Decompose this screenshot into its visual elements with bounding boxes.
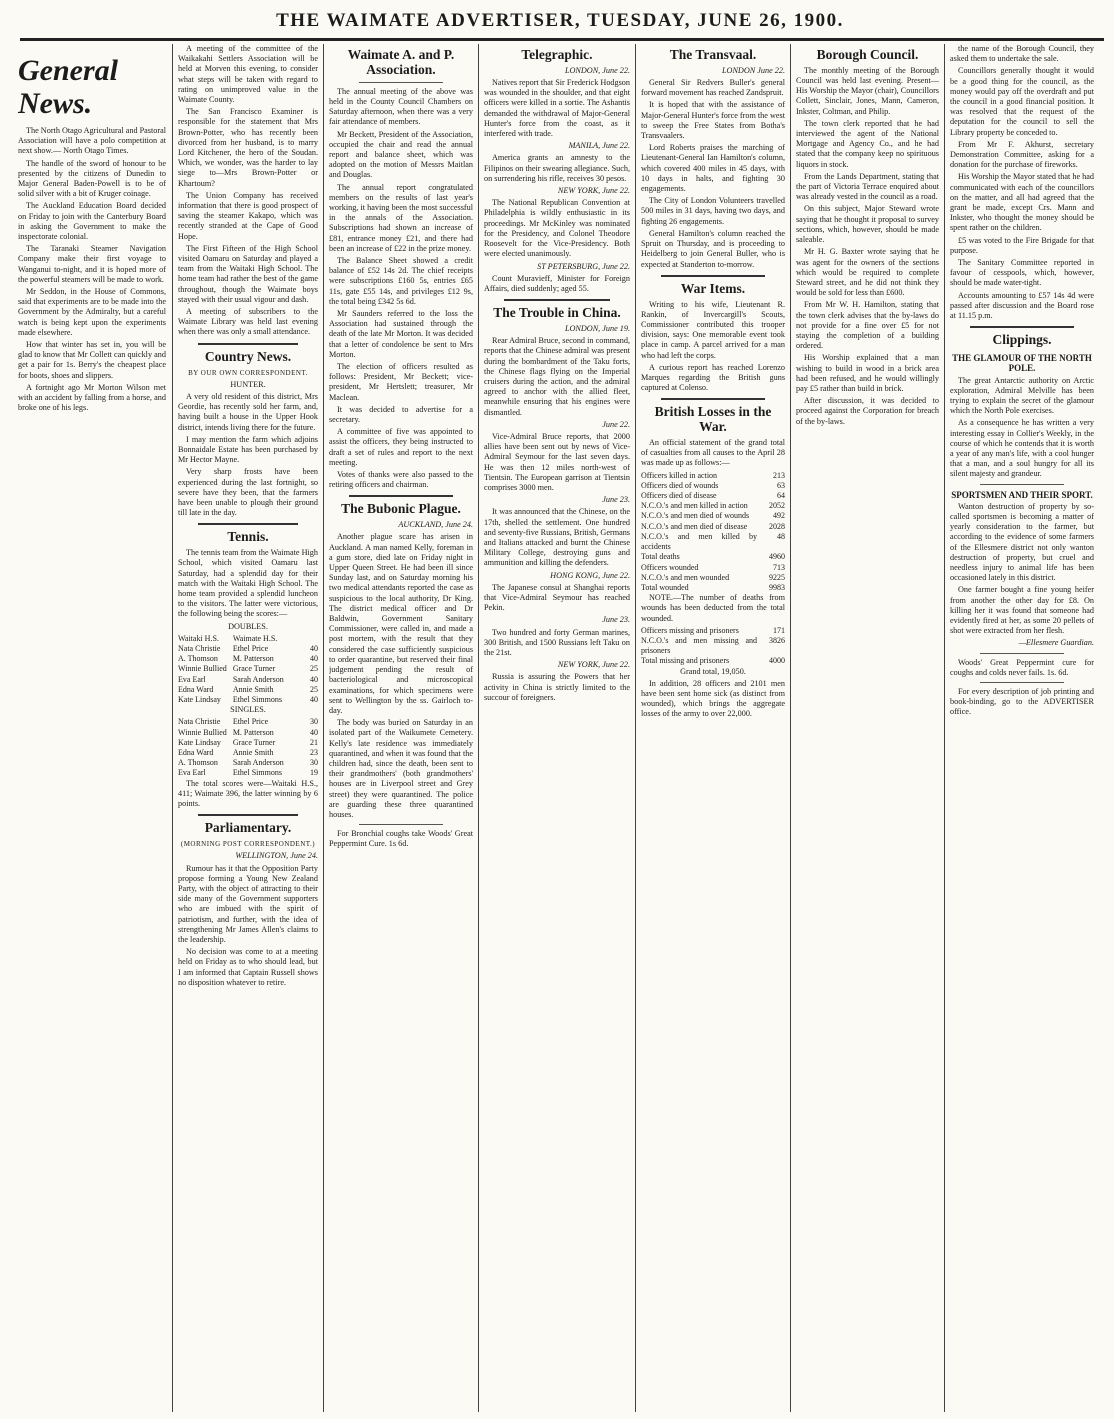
table-cell: 9983: [769, 582, 785, 592]
divider: [661, 398, 765, 400]
article-paragraph: General Hamilton's column reached the Spruit on Thursday, and is proceeding to Heidelberg to join General Buller, who is expected at Standerton to-morrow.: [641, 228, 785, 269]
divider: [504, 299, 610, 301]
table-row: [178, 738, 318, 748]
table-cell: N.C.O.'s and men wounded: [641, 572, 730, 582]
article-paragraph: I may mention the farm which adjoins Bonnaidale Estate has been purchased by Mr Hector Mayne.: [178, 434, 318, 465]
article-paragraph: No decision was come to at a meeting held on Friday as to who should lead, but I am informed that Captain Russell shows no disposition whatever to retire.: [178, 947, 318, 987]
table-cell: Total wounded: [641, 582, 689, 592]
article-paragraph: America grants an amnesty to the Filipinos on their swearing allegiance. Such, on surrendering his rifle, receives 30 pesos.: [484, 153, 630, 183]
column-rule: [790, 44, 791, 1412]
table-cell: Grace Turner: [232, 664, 276, 674]
dateline: ST PETERSBURG, June 22.: [537, 261, 630, 271]
column-general-news: [18, 44, 166, 1414]
divider: [980, 653, 1064, 654]
table-cell: Ethel Simmons: [232, 768, 282, 778]
table-cell: Sarah Anderson: [232, 674, 284, 684]
table-row: [641, 491, 785, 501]
missing-table: [641, 626, 785, 667]
table-row: [641, 563, 785, 573]
table-cell: Officers died of disease: [641, 491, 717, 501]
divider: [980, 682, 1064, 683]
table-row: [178, 654, 318, 664]
table-cell: 492: [773, 511, 785, 521]
section-heading: The Transvaal.: [669, 47, 757, 62]
table-cell: Officers wounded: [641, 562, 699, 572]
dateline: NEW YORK, June 22.: [557, 186, 630, 196]
dateline: June 23.: [602, 615, 630, 625]
table-cell: 213: [773, 470, 785, 480]
table-row: [178, 695, 318, 705]
section-heading: Tennis.: [227, 529, 269, 545]
article-paragraph: An official statement of the grand total of casualties from all causes to the April 28 was made up as follows:—: [641, 438, 785, 468]
divider: [359, 824, 443, 825]
divider: [198, 343, 298, 345]
table-cell: 30: [310, 717, 318, 727]
table-row: [641, 511, 785, 521]
column-rule: [478, 44, 479, 1412]
article-paragraph: Rear Admiral Bruce, second in command, reports that the Chinese admiral was present during the bombardment of the Taku forts, the Chinese flags flying on the Imperial cruisers during the action, and the admiral agreed to anchor with the allied fleet, meanwhile ensuring that his engines were dismantled.: [484, 336, 630, 417]
section-heading: General News.: [18, 54, 118, 120]
column-rule: [323, 44, 324, 1412]
table-cell: 25: [310, 684, 318, 694]
article-paragraph: The annual report congratulated members on the results of last year's working, it having been the most successful in the annals of the Association. Subscriptions had shown an increase of £81, entrance money £21, and there had been an increase of £22 in the prize money.: [329, 182, 473, 253]
article-paragraph: From Mr W. H. Hamilton, stating that the town clerk advises that the by-laws do not provide for a fine over £5 for not staying the completion of a building ordered.: [796, 300, 939, 351]
dateline: NEW YORK, June 22.: [557, 660, 630, 670]
section-heading: Borough Council.: [816, 47, 919, 62]
divider: [970, 326, 1074, 328]
source-credit: —Ellesmere Guardian.: [1018, 638, 1094, 648]
table-cell: 40: [310, 695, 318, 705]
table-row: [641, 501, 785, 511]
table-row: [641, 626, 785, 636]
article-paragraph: A very old resident of this district, Mrs Geordie, has recently sold her farm, and, having built a house in the Upper Hook district, intends living there for the future.: [178, 391, 318, 432]
article-paragraph: On this subject, Major Steward wrote saying that he thought it proposal to survey sections, which, however, should be made saleable.: [796, 204, 939, 245]
section-heading: Country News.: [204, 348, 292, 364]
article-paragraph: It was decided to advertise for a secretary.: [329, 404, 473, 424]
article-paragraph: A curious report has reached Lorenzo Marques regarding the British guns captured at Colenso.: [641, 362, 785, 393]
dateline: MANILA, June 22.: [568, 141, 630, 151]
table-cell: 40: [310, 674, 318, 684]
table-row: [178, 717, 318, 727]
table-row: [178, 748, 318, 758]
table-cell: N.C.O.'s and men killed by accidents: [641, 531, 757, 552]
article-paragraph: Very sharp frosts have been experienced during the last fortnight, so severe have they been, that the farmers have been unable to plough their ground till late in the day.: [178, 467, 318, 518]
column-two: [178, 44, 318, 1414]
article-paragraph: Writing to his wife, Lieutenant R. Rankin, of Invercargill's Scouts, Commissioner contributed this trooper division, says: One memorable event took place in camp. A parcel arrived for a man who had left the corps.: [641, 299, 785, 360]
table-row: [641, 532, 785, 552]
article-paragraph: The First Fifteen of the High School visited Oamaru on Saturday and played a team from the Waitaki High School. The home team had rather the best of the game throughout, though the Waimate boys stayed with their usual vigour and dash.: [178, 243, 318, 304]
table-cell: N.C.O.'s and men died of wounds: [641, 511, 750, 521]
article-paragraph: As a consequence he has written a very interesting essay in Collier's Weekly, in the course of which he contends that it is worth a year of any man's life, with a cool hunger that a man, and a soul hungry for all its silent majesty and grandeur.: [950, 418, 1094, 479]
table-cell: 30: [310, 758, 318, 768]
article-paragraph: Accounts amounting to £57 14s 4d were passed after discussion and the Board rose at 11.15 p.m.: [950, 290, 1094, 321]
article-paragraph: The San Francisco Examiner is responsible for the statement that Mrs Brown-Potter, who has recently been divorced from her husband, is to marry Lord Kitchener, the hero of the Soudan. Which, we wonder, was the harder to lay siege to—Mrs Brown-Potter or Khartoum?: [178, 107, 318, 188]
place-heading: HUNTER.: [230, 379, 266, 389]
table-cell: Edna Ward: [178, 684, 214, 694]
column-rule: [635, 44, 636, 1412]
article-paragraph: Count Muravieff, Minister for Foreign Affairs, died suddenly; aged 55.: [484, 273, 630, 293]
table-cell: 713: [773, 562, 785, 572]
article-paragraph: the name of the Borough Council, they asked them to undertake the sale.: [950, 44, 1094, 64]
article-paragraph: Councillors generally thought it would be a good thing for the council, as the money would pay off the overdraft and put the council in a good financial position. It was resolved that the request of the deputation for the council to sell the Library property be conceded to.: [950, 66, 1094, 137]
column-rule: [944, 44, 945, 1412]
section-heading: War Items.: [680, 280, 746, 296]
table-cell: 25: [310, 664, 318, 674]
table-cell: Annie Smith: [232, 748, 274, 758]
table-cell: 2052: [769, 501, 785, 511]
article-paragraph: Mr Beckett, President of the Association, occupied the chair and read the annual report and balance sheet, which was adopted on the motion of Messrs Maitlan and Douglas.: [329, 129, 473, 180]
table-cell: 21: [310, 737, 318, 747]
column-six: [796, 44, 939, 1414]
table-cell: 9225: [769, 572, 785, 582]
table-cell: Sarah Anderson: [232, 758, 284, 768]
section-heading: British Losses in the War.: [654, 404, 772, 435]
dateline: LONDON June 22.: [722, 65, 785, 75]
article-paragraph: Lord Roberts praises the marching of Lieutenant-General Ian Hamilton's column, which covered 400 miles in 45 days, with 10 days in halts, and fighting 30 engagements.: [641, 143, 785, 194]
subheading: DOUBLES.: [228, 621, 268, 631]
dateline: WELLINGTON, June 24.: [235, 851, 318, 861]
column-five: [641, 44, 785, 1414]
table-cell: Nata Christie: [178, 717, 221, 727]
table-row: [178, 768, 318, 778]
divider: [980, 484, 1064, 485]
article-paragraph: The Japanese consul at Shanghai reports that Vice-Admiral Seymour has reached Pekin.: [484, 582, 630, 613]
table-row: [641, 573, 785, 583]
table-cell: M. Patterson: [232, 654, 274, 664]
table-cell: Ethel Simmons: [232, 695, 282, 705]
table-cell: A. Thomson: [178, 758, 218, 768]
table-cell: Total missing and prisoners: [641, 656, 730, 666]
section-heading: Waimate A. and P. Association.: [347, 47, 455, 77]
article-paragraph: The great Antarctic authority on Arctic exploration, Admiral Melville has been trying to explain the secret of the glamour which the North Pole exercises.: [950, 375, 1094, 416]
article-paragraph: It was announced that the Chinese, on the 17th, shelled the settlement. One hundred and seventy-five Russians, British, Germans and Italians attacked and burnt the Chinese Military College, destroying guns and ammunition and killing the defenders.: [484, 507, 630, 568]
dateline: June 22.: [602, 419, 630, 429]
doubles-table: [178, 634, 318, 705]
divider: [359, 82, 443, 83]
article-paragraph: The town clerk reported that he had interviewed the agent of the National Mortgage and Agency Co., and he had stated that the company keep no spirituous liquors in stock.: [796, 118, 939, 169]
article-paragraph: The Taranaki Steamer Navigation Company make their first voyage to Wanganui to-night, and it is hoped more of the powerful steamers will be made to work.: [18, 244, 166, 284]
table-cell: N.C.O.'s and men killed in action: [641, 501, 748, 511]
article-paragraph: The City of London Volunteers travelled 500 miles in 31 days, having two days, and fighting 26 engagements.: [641, 196, 785, 226]
subheading: SPORTSMEN AND THEIR SPORT.: [951, 489, 1093, 500]
article-paragraph: His Worship the Mayor stated that he had communicated with each of the councillors on the matter, and all had agreed that the grant be made, except Crs. Mann and Inkster, who thought the money should be spent rather on the children.: [950, 172, 1094, 233]
table-cell: Ethel Price: [232, 644, 269, 654]
article-paragraph: The body was buried on Saturday in an isolated part of the Waikumete Cemetery. Kelly's late residence was immediately quarantined, and when it was found that the children had, since the death, been sent to their grandmothers' (both grandmothers' houses are in Liverpool street and Grey street) they were quarantined. The police are guarding these three quarantined houses.: [329, 718, 473, 819]
advertisement: For every description of job printing and book-binding, go to the ADVERTISER office.: [950, 687, 1094, 717]
dateline: AUCKLAND, June 24.: [398, 520, 473, 530]
table-row: [641, 656, 785, 666]
article-paragraph: In addition, 28 officers and 2101 men have been sent home sick (as distinct from wounded), which brings the aggregate losses of the army to over 22,000.: [641, 678, 785, 719]
column-rule: [172, 44, 173, 1412]
article-paragraph: A meeting of subscribers to the Waimate Library was held last evening when there was only a small attendance.: [178, 307, 318, 337]
article-paragraph: A meeting of the committee of the Waikakahi Settlers Association will be held at Morven this evening, to consider what steps will be taken with regard to rating on unimproved value in the Waimate County.: [178, 44, 318, 105]
table-cell: 40: [310, 654, 318, 664]
section-heading: The Trouble in China.: [493, 305, 621, 321]
table-cell: Eva Earl: [178, 768, 206, 778]
divider: [661, 275, 765, 277]
article-paragraph: Mr H. G. Baxter wrote saying that he was agent for the owners of the sections which would be required to complete Steward street, and he did not think they would be sold for less than £600.: [796, 247, 939, 298]
table-row: [641, 583, 785, 593]
subheading: THE GLAMOUR OF THE NORTH POLE.: [952, 353, 1092, 374]
table-cell: N.C.O.'s and men missing and prisoners: [641, 635, 757, 656]
article-paragraph: After discussion, it was decided to proceed against the Corporation for breach of the by-laws.: [796, 396, 939, 426]
article-paragraph: Votes of thanks were also passed to the retiring officers and chairman.: [329, 470, 473, 490]
table-cell: Annie Smith: [232, 684, 274, 694]
table-cell: Officers died of wounds: [641, 480, 719, 490]
article-paragraph: The monthly meeting of the Borough Council was held last evening. Present—His Worship the Mayor (chair), Councillors Collett, Sinclair, Jones, Mann, Cameron, Inkster, Coltman, and Philip.: [796, 65, 939, 116]
article-paragraph: A committee of five was appointed to assist the officers, they being instructed to draft a set of rules and report to the next meeting.: [329, 427, 473, 467]
article-paragraph: The annual meeting of the above was held in the County Council Chambers on Saturday afternoon, when there was a very fair attendance of members.: [329, 86, 473, 127]
table-row: [178, 685, 318, 695]
divider: [349, 495, 453, 497]
article-paragraph: The Union Company has received information that there is good prospect of saving the steamer Kakapo, which was recently stranded at the Cape of Good Hope.: [178, 190, 318, 241]
section-heading: Clippings.: [992, 332, 1052, 348]
article-paragraph: From Mr F. Akhurst, secretary Demonstration Committee, asking for a donation for the purchase of fireworks.: [950, 139, 1094, 170]
table-cell: N.C.O.'s and men died of disease: [641, 521, 748, 531]
article-paragraph: The National Republican Convention at Philadelphia is wildly enthusiastic in its proceedings. Mr McKinley was nominated for the Presidency, and Colonel Theodore Roosevelt for the Vice-Presidency. Both were elected unanimously.: [484, 198, 630, 259]
dateline: HONG KONG, June 22.: [550, 570, 630, 580]
article-paragraph: Mr Seddon, in the House of Commons, said that experiments are to be made into the Government by the Admiralty, but a careful watch is being kept upon the experiments made elsewhere.: [18, 287, 166, 337]
article-paragraph: The tennis team from the Waimate High School, which visited Oamaru last Saturday, had a splendid day for their match with the Waitaki High School. The home team provided a splendid luncheon to the visitors. The latter were victorious, the following being the scores:—: [178, 548, 318, 619]
article-paragraph: General Sir Redvers Buller's general forward movement has reached Zandspruit.: [641, 78, 785, 98]
article-paragraph: Russia is assuring the Powers that her activity in China is strictly limited to the succour of foreigners.: [484, 672, 630, 702]
table-cell: Winnie Bullied: [178, 664, 227, 674]
article-paragraph: It is hoped that with the assistance of Major-General Hunter's force from the west to sweep the Free States from Botha's Transvaalers.: [641, 100, 785, 141]
article-paragraph: Mr Saunders referred to the loss the Association had sustained through the death of the late Mr Morton. It was decided that a letter of condolence be sent to Mrs Morton.: [329, 308, 473, 359]
table-cell: Officers killed in action: [641, 470, 718, 480]
byline: (MORNING POST CORRESPONDENT.): [180, 840, 316, 849]
table-cell: Ethel Price: [232, 717, 269, 727]
divider: [198, 814, 298, 816]
table-cell: 19: [310, 768, 318, 778]
table-row: [178, 664, 318, 674]
article-paragraph: Vice-Admiral Bruce reports, that 2000 allies have been sent out by news of Vice-Admiral Seymour for the last seven days. He was then 12 miles north-west of Tientsin. The European garrison at Tientsin comprises 3000 men.: [484, 431, 630, 492]
singles-table: [178, 717, 318, 778]
table-cell: 3826: [769, 635, 785, 645]
article-paragraph: Two hundred and forty German marines, 300 British, and 1500 Russians left Taku on the 21st.: [484, 627, 630, 658]
byline: BY OUR OWN CORRESPONDENT.: [188, 368, 308, 377]
grand-total: Grand total, 19,050.: [680, 666, 746, 676]
column-four: [484, 44, 630, 1414]
dateline: LONDON, June 22.: [564, 65, 630, 75]
article-paragraph: One farmer bought a fine young heifer from another the other day for £8. On killing her it was found that someone had evidently fired at her, as some 20 pellets of shot were extracted from her flesh.: [950, 585, 1094, 636]
article-paragraph: The Balance Sheet showed a credit balance of £52 14s 2d. The chief receipts were subscriptions £160 5s, entries £65 11s, gate £55 14s, and privileges £12 9s, the total being £342 5s 6d.: [329, 255, 473, 306]
advertisement: For Bronchial coughs take Woods' Great Peppermint Cure. 1s 6d.: [329, 829, 473, 849]
table-cell: 23: [310, 748, 318, 758]
table-cell: 63: [777, 480, 785, 490]
table-row: [641, 481, 785, 491]
divider: [198, 523, 298, 525]
table-cell: 64: [777, 491, 785, 501]
table-row: [178, 644, 318, 654]
table-row: [641, 552, 785, 562]
table-row: [178, 728, 318, 738]
dateline: June 23.: [602, 495, 630, 505]
column-three: [329, 44, 473, 1414]
article-paragraph: Natives report that Sir Frederick Hodgson was wounded in the shoulder, and that eight officers were killed in a sortie. The Ashantis demanded the withdrawal of Major-General Hunter's force from the coast, as it interfered with trade.: [484, 78, 630, 139]
casualty-table: [641, 471, 785, 593]
article-paragraph: His Worship explained that a man wishing to build in wood in a brick area had been refused, and he would willingly pay £5 rather than build in brick.: [796, 353, 939, 393]
table-row: [178, 675, 318, 685]
column-seven: [950, 44, 1094, 1414]
table-cell: Total deaths: [641, 552, 680, 562]
article-paragraph: From the Lands Department, stating that the part of Victoria Terrace enquired about was already vested in the council as a road.: [796, 171, 939, 202]
table-cell: Kate Lindsay: [178, 737, 221, 747]
table-cell: 4000: [769, 656, 785, 666]
table-cell: Eva Earl: [178, 674, 206, 684]
table-cell: 40: [310, 644, 318, 654]
article-paragraph: The Sanitary Committee reported in favour of cesspools, which, however, should be made water-tight.: [950, 258, 1094, 288]
advertisement: Woods' Great Peppermint cure for coughs and colds never fails. 1s. 6d.: [950, 657, 1094, 677]
article-paragraph: Rumour has it that the Opposition Party propose forming a Young New Zealand Party, with the object of attracting to their side many of the Government supporters who are imbued with the spirit of patriotism, and further, with the idea of strengthening Mr James Allen's claims to the leadership.: [178, 863, 318, 944]
table-cell: Kate Lindsay: [178, 695, 221, 705]
table-cell: 48: [777, 531, 785, 541]
section-heading: Parliamentary.: [204, 820, 292, 836]
article-paragraph: Wanton destruction of property by so-called sportsmen is becoming a matter of yearly consideration to the farmer, but according to the evidence of some farmers of the Ellesmere district not only wanton destruction of property, but cruel and needless injury to animal life has been occasioned lately in this district.: [950, 501, 1094, 583]
table-row: [641, 636, 785, 656]
article-paragraph: The election of officers resulted as follows: President, Mr Beckett; vice-president, Mr Hertslett; treasurer, Mr Maclean.: [329, 361, 473, 402]
article-paragraph: Another plague scare has arisen in Auckland. A man named Kelly, foreman in a gum store, died late on Friday night in Upper Queen Street. He had been ill since Sunday last, and on Saturday morning his two medical attendants reported the case as suspicious to the local authority, Dr King. The district medical officer and Dr Baldwin, Government Sanitary Commissioner, were called in, and made a post mortem, with the result that they considered the case sufficiently suspicious to order quarantine, but reserved their final judgement pending the result of bacteriological and microscopical examinations, for which specimens were sent to Wellington by the ss. Gairloch to-day.: [329, 532, 473, 715]
table-cell: Grace Turner: [232, 737, 276, 747]
table-cell: 4960: [769, 552, 785, 562]
article-paragraph: The handle of the sword of honour to be presented by the citizens of Dunedin to Major General Baden-Powell is to be of solid silver with a bit of Kruger coinage.: [18, 158, 166, 199]
team-name: Waitaki H.S.: [178, 633, 219, 643]
table-cell: Edna Ward: [178, 748, 214, 758]
table-cell: 2028: [769, 521, 785, 531]
table-row: [178, 758, 318, 768]
table-cell: Winnie Bullied: [178, 727, 227, 737]
masthead: THE WAIMATE ADVERTISER, TUESDAY, JUNE 26, 1900.: [276, 10, 844, 31]
dateline: LONDON, June 19.: [564, 323, 630, 333]
section-heading: Telegraphic.: [521, 47, 593, 62]
table-cell: M. Patterson: [232, 727, 274, 737]
article-paragraph: The North Otago Agricultural and Pastoral Association will have a polo competition at next show.— North Otago Times.: [18, 126, 166, 156]
article-paragraph: £5 was voted to the Fire Brigade for that purpose.: [950, 235, 1094, 255]
article-paragraph: How that winter has set in, you will be glad to know that Mr Collett can quickly and get a pair for 1s. Berry's the cheapest place for boots, shoes and slippers.: [18, 340, 166, 380]
section-heading: The Bubonic Plague.: [341, 501, 461, 517]
table-cell: A. Thomson: [178, 654, 218, 664]
table-cell: Officers missing and prisoners: [641, 625, 739, 635]
team-name: Waimate H.S.: [232, 633, 278, 643]
article-paragraph: The Auckland Education Board decided on Friday to join with the Canterbury Board in asking the Government to make the inspectorate colonial.: [18, 201, 166, 242]
table-cell: Nata Christie: [178, 644, 221, 654]
table-cell: 171: [773, 625, 785, 635]
note: NOTE.—The number of deaths from wounds has been deducted from the total wounded.: [641, 593, 785, 623]
table-row: [641, 522, 785, 532]
masthead-rule: [20, 38, 1104, 41]
table-cell: 40: [310, 727, 318, 737]
article-paragraph: The total scores were—Waitaki H.S., 411; Waimate 396, the latter winning by 6 points.: [178, 778, 318, 809]
table-row: [641, 471, 785, 481]
subheading: SINGLES.: [230, 705, 266, 715]
article-paragraph: A fortnight ago Mr Morton Wilson met with an accident by falling from a horse, and broke one of his legs.: [18, 382, 166, 413]
